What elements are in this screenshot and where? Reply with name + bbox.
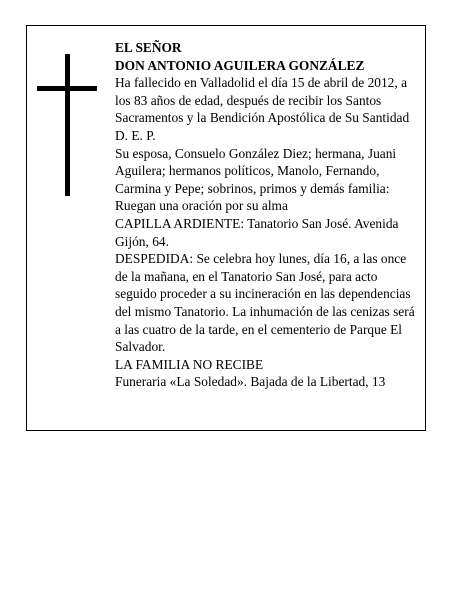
funeral-home: Funeraria «La Soledad». Bajada de la Libertad, 13 <box>115 374 386 390</box>
notice-text <box>115 39 421 391</box>
farewell-paragraph: DESPEDIDA: Se celebra hoy lunes, día 16, a las once de la mañana, en el Tanatorio San José, para acto seguido proceder a su incineración en las dependencias del mismo Tanatorio. La inhumación de las cenizas será a las cuatro de la tarde, en el cementerio de Parque El Salvador. <box>115 251 415 355</box>
obituary-notice <box>26 25 426 431</box>
cross-vertical-bar <box>65 54 70 196</box>
chapel-paragraph: CAPILLA ARDIENTE: Tanatorio San José. Avenida Gijón, 64. <box>115 215 399 249</box>
family-note: LA FAMILIA NO RECIBE <box>115 356 264 372</box>
prayer-request: Ruegan una oración por su alma <box>115 198 288 214</box>
death-paragraph: Ha fallecido en Valladolid el día 15 de abril de 2012, a los 83 años de edad, después de recibir los Santos Sacramentos y la Bendición Apostólica de Su Santidad D. E. P. <box>115 75 410 143</box>
family-paragraph: Su esposa, Consuelo González Diez; hermana, Juani Aguilera; hermanos políticos, Manolo, Fernando, Carmina y Pepe; sobrinos, primos y demás familia: <box>115 145 397 196</box>
notice-title-line-1: EL SEÑOR <box>115 40 182 55</box>
cross-icon <box>37 54 97 196</box>
deceased-name: DON ANTONIO AGUILERA GONZÁLEZ <box>115 57 365 73</box>
cross-horizontal-bar <box>37 86 97 91</box>
